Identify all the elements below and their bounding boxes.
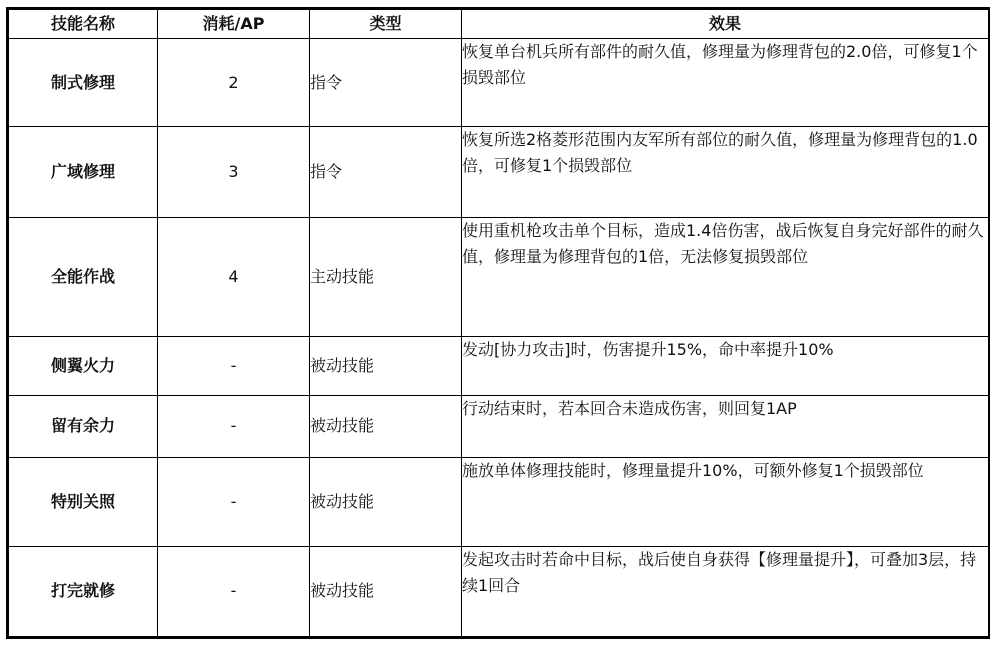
skill-type: 被动技能 <box>310 395 462 457</box>
table-row <box>9 457 989 546</box>
table-row <box>9 336 989 395</box>
skill-cost: - <box>158 336 310 395</box>
skill-type: 被动技能 <box>310 457 462 546</box>
skill-table <box>8 9 989 637</box>
skill-effect: 施放单体修理技能时，修理量提升10%，可额外修复1个损毁部位 <box>462 457 989 546</box>
skill-name: 留有余力 <box>9 395 158 457</box>
skill-name: 制式修理 <box>9 39 158 127</box>
skill-effect: 行动结束时，若本回合未造成伤害，则回复1AP <box>462 395 989 457</box>
skill-name: 打完就修 <box>9 546 158 636</box>
table-row <box>9 395 989 457</box>
skill-name: 特别关照 <box>9 457 158 546</box>
header-type: 类型 <box>310 10 462 39</box>
skill-cost: - <box>158 457 310 546</box>
skill-effect: 恢复所选2格菱形范围内友军所有部位的耐久值，修理量为修理背包的1.0倍，可修复1个损毁部位 <box>462 127 989 218</box>
header-name: 技能名称 <box>9 10 158 39</box>
skill-table-frame <box>6 7 990 639</box>
skill-type: 被动技能 <box>310 336 462 395</box>
skill-name: 广域修理 <box>9 127 158 218</box>
skill-type: 被动技能 <box>310 546 462 636</box>
skill-cost: 3 <box>158 127 310 218</box>
skill-cost: 2 <box>158 39 310 127</box>
skill-type: 主动技能 <box>310 218 462 337</box>
skill-effect: 恢复单台机兵所有部件的耐久值，修理量为修理背包的2.0倍，可修复1个损毁部位 <box>462 39 989 127</box>
skill-cost: - <box>158 546 310 636</box>
skill-cost: 4 <box>158 218 310 337</box>
skill-name: 全能作战 <box>9 218 158 337</box>
skill-type: 指令 <box>310 127 462 218</box>
table-row <box>9 218 989 337</box>
skill-name: 侧翼火力 <box>9 336 158 395</box>
table-row <box>9 127 989 218</box>
skill-effect: 使用重机枪攻击单个目标，造成1.4倍伤害，战后恢复自身完好部件的耐久值，修理量为修理背包的1倍，无法修复损毁部位 <box>462 218 989 337</box>
skill-type: 指令 <box>310 39 462 127</box>
header-effect: 效果 <box>462 10 989 39</box>
skill-cost: - <box>158 395 310 457</box>
header-cost: 消耗/AP <box>158 10 310 39</box>
header-row <box>9 10 989 39</box>
skill-effect: 发动[协力攻击]时，伤害提升15%，命中率提升10% <box>462 336 989 395</box>
skill-effect: 发起攻击时若命中目标，战后使自身获得【修理量提升】，可叠加3层，持续1回合 <box>462 546 989 636</box>
table-row <box>9 546 989 636</box>
table-row <box>9 39 989 127</box>
